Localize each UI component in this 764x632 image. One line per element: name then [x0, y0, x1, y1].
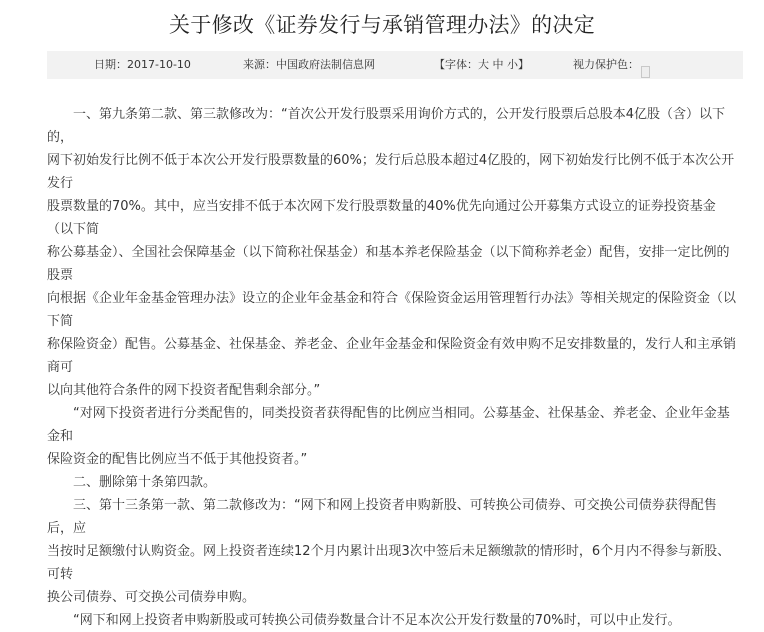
- font-size-label: 【字体：: [434, 58, 478, 71]
- article-paragraph: 三、第十三条第一款、第二款修改为：“网下和网上投资者申购新股、可转换公司债券、可交换公司债券获得配售后，应 当按时足额缴付认购资金。网上投资者连续12个月内累计出现3次中签后未足额缴款的情形时，6个月内不得参与新股、可转 换公司债券、可交换公司债券申购。: [47, 498, 731, 605]
- article-paragraph: “对网下投资者进行分类配售的，同类投资者获得配售的比例应当相同。公募基金、社保基金、养老金、企业年金基金和 保险资金的配售比例应当不低于其他投资者。”: [47, 406, 730, 467]
- font-size-close-bracket: 】: [518, 58, 529, 71]
- font-size-selector: [434, 58, 529, 72]
- font-size-medium-link[interactable]: 中: [492, 58, 504, 71]
- article-meta-bar: [47, 51, 743, 79]
- article-source: 来源：中国政府法制信息网: [243, 58, 375, 71]
- article-paragraph: 一、第九条第二款、第三款修改为：“首次公开发行股票采用询价方式的，公开发行股票后总股本4亿股（含）以下的， 网下初始发行比例不低于本次公开发行股票数量的60%；发行后总股本超过4亿股的，网下初始发行比例不低于本次公开发行 股票数量的70%。其中，应当安排不低于本次网下发行股票数量的40%优先向通过公开募集方式设立的证券投资基金（以下简 称公募基金）、全国社会保障基金（以下简称社保基金）和基本养老保险基金（以下简称养老金）配售，安排一定比例的股票 向根据《企业年金基金管理办法》设立的企业年金基金和符合《保险资金运用管理暂行办法》等相关规定的保险资金（以下简 称保险资金）配售。公募基金、社保基金、养老金、企业年金基金和保险资金有效申购不足安排数量的，发行人和主承销商可 以向其他符合条件的网下投资者配售剩余部分。”: [47, 107, 737, 398]
- article-paragraph: “网下和网上投资者申购新股或可转换公司债券数量合计不足本次公开发行数量的70%时，可以中止发行。: [73, 613, 681, 628]
- publish-date: 日期：2017-10-10: [94, 58, 191, 71]
- article-body: [47, 103, 737, 632]
- page-title: 关于修改《证券发行与承销管理办法》的决定: [169, 13, 595, 37]
- font-size-large-link[interactable]: 大: [478, 58, 489, 71]
- color-swatch-8[interactable]: [641, 66, 650, 78]
- eye-protection-label: 视力保护色：: [573, 58, 639, 71]
- font-size-small-link[interactable]: 小: [507, 58, 518, 71]
- article-paragraph: 二、删除第十条第四款。: [73, 475, 217, 490]
